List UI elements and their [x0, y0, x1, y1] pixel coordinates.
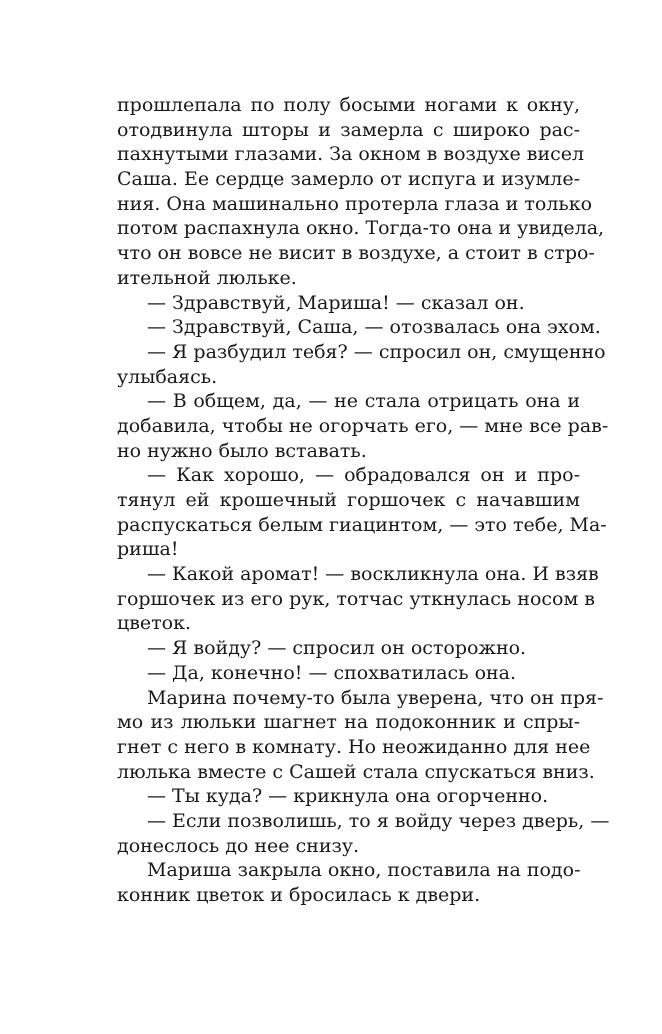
- text-line: конник цветок и бросилась к двери.: [117, 884, 481, 906]
- text-line: прошлепала по полу босыми ногами к окну,: [117, 94, 580, 116]
- text-line: цветок.: [117, 612, 192, 635]
- text-line: горшочек из его рук, тотчас уткнулась носом в: [117, 587, 595, 610]
- text-line: — Да, конечно! — спохватилась она.: [147, 661, 517, 684]
- text-line: пахнутыми глазами. За окном в воздухе висел: [117, 143, 585, 166]
- text-line: Саша. Ее сердце замерло от испуга и изумле-: [117, 168, 580, 191]
- text-line: — Здравствуй, Саша, — отозвалась она эхом.: [147, 316, 601, 339]
- text-line: что он вовсе не висит в воздухе, а стоит в стро-: [117, 242, 595, 265]
- text-line: — Я войду? — спросил он осторожно.: [147, 637, 527, 660]
- text-line: риша!: [117, 538, 179, 561]
- text-line: Мариша закрыла окно, поставила на подо-: [147, 859, 581, 882]
- text-line: мо из люльки шагнет на подоконник и спры-: [117, 711, 580, 734]
- text-line: — Ты куда? — крикнула она огорченно.: [147, 785, 549, 808]
- text-line: — Я разбудил тебя? — спросил он, смущенно: [147, 340, 606, 363]
- text-line: — Как хорошо, — обрадовался он и про-: [147, 464, 580, 487]
- text-line: — Здравствуй, Мариша! — сказал он.: [147, 291, 525, 314]
- text-line: — Какой аромат! — воскликнула она. И взяв: [147, 563, 599, 586]
- text-line: гнет с него в комнату. Но неожиданно для нее: [117, 735, 591, 758]
- text-line: Марина почему-то была уверена, что он пря-: [147, 686, 604, 709]
- text-line: но нужно было вставать.: [117, 439, 367, 462]
- text-line: — В общем, да, — не стала отрицать она и: [147, 390, 580, 413]
- text-line: потом распахнула окно. Тогда-то она и увидела,: [117, 217, 605, 240]
- text-line: донеслось до нее снизу.: [117, 834, 360, 857]
- text-line: ния. Она машинально протерла глаза и только: [117, 192, 593, 215]
- text-line: тянул ей крошечный горшочек с начавшим: [117, 489, 580, 511]
- body-text: [117, 93, 610, 908]
- text-line: улыбаясь.: [117, 365, 218, 388]
- text-line: — Если позволишь, то я войду через дверь, —: [147, 809, 610, 832]
- text-line: люлька вместе с Сашей стала спускаться вниз.: [117, 760, 595, 783]
- text-line: распускаться белым гиацинтом, — это тебе, Ма-: [117, 513, 607, 536]
- text-line: добавила, чтобы не огорчать его, — мне все рав-: [117, 414, 609, 437]
- text-line: отодвинула шторы и замерла с широко рас-: [117, 118, 580, 141]
- text-line: ительной люльке.: [117, 266, 297, 289]
